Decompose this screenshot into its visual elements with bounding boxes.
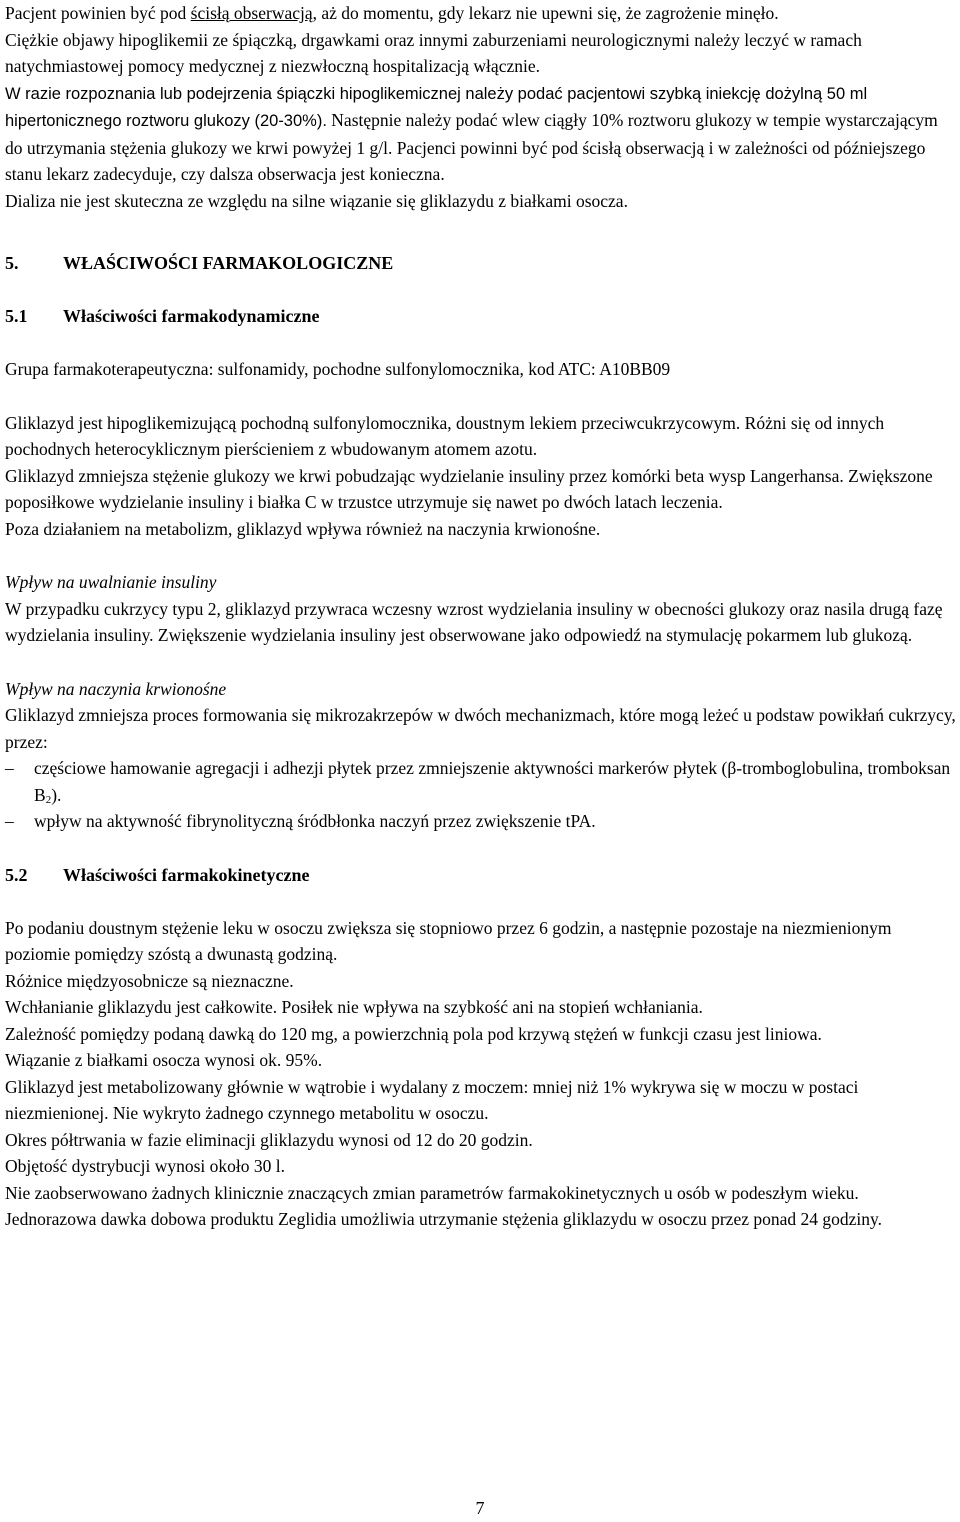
text-run: , aż do momentu, gdy lekarz nie upewni się, że zagrożenie minęło. [312,3,779,23]
pk-paragraph-6: Gliklazyd jest metabolizowany głównie w wątrobie i wydalany z moczem: mniej niż 1% wykrywa się w moczu w postaci niezmienionej. Nie wykryto żadnego czynnego metabolitu w osoczu. [5,1076,859,1123]
underlined-text: ścisłą obserwacją [190,3,313,23]
section-title: Właściwości farmakokinetyczne [63,864,310,885]
pd-paragraph-1: Gliklazyd jest hipoglikemizującą pochodną sulfonylomocznika, doustnym lekiem przeciwcukrzycowym. Różni się od innych pochodnych heterocyklicznym pierścieniem z wbudowanym atomem azotu. [5,412,885,459]
text-run: Pacjent powinien być pod [5,3,191,23]
intro-paragraph-2: Ciężkie objawy hipoglikemii ze śpiączką, drgawkami oraz innymi zaburzeniami neurologicznymi należy leczyć w ramach natychmiastowej pomocy medycznej z niezwłoczną hospitalizacją włącznie. [5,29,862,76]
section-title: Właściwości farmakodynamiczne [63,306,320,326]
pharmacotherapeutic-group: Grupa farmakoterapeutyczna: sulfonamidy, pochodne sulfonylomocznika, kod ATC: A10BB09 [5,359,671,379]
pk-paragraph-8: Objętość dystrybucji wynosi około 30 l. [5,1156,285,1176]
vessels-paragraph: Gliklazyd zmniejsza proces formowania się mikrozakrzepów w dwóch mechanizmach, które mogą leżeć u podstaw powikłań cukrzycy, przez: [5,705,956,752]
list-item-text: wpływ na aktywność fibrynolityczną śródbłonka naczyń przez zwiększenie tPA. [34,811,596,831]
pk-paragraph-9: Nie zaobserwowano żadnych klinicznie znaczących zmian parametrów farmakokinetycznych u osób w podeszłym wieku. [5,1182,859,1203]
subscript: 2 [45,793,52,806]
pk-paragraph-2: Różnice międzyosobnicze są nieznaczne. [5,970,294,991]
sans-text-run: W razie rozpoznania lub podejrzenia śpiączki hipoglikemicznej należy podać pacjentowi szybką iniekcję dożylną 50 ml hipertonicznego roztworu glukozy (20-30%). [5,84,868,130]
pd-paragraph-2: Gliklazyd zmniejsza stężenie glukozy we krwi pobudzając wydzielanie insuliny przez komórki beta wysp Langerhansa. Zwiększone poposiłkowe wydzielanie insuliny i białka C w trzustce utrzymuje się nawet po dwóch latach leczenia. [5,465,933,512]
section-5-heading [5,250,957,276]
pk-paragraph-5: Wiązanie z białkami osocza wynosi ok. 95%. [5,1050,323,1070]
intro-paragraph-3 [5,80,957,188]
pk-paragraph-7: Okres półtrwania w fazie eliminacji gliklazydu wynosi od 12 do 20 godzin. [5,1129,533,1150]
list-item [5,755,957,808]
list-item-text: częściowe hamowanie agregacji i adhezji płytek przez zmniejszenie aktywności markerów płytek (β-tromboglobulina, tromboksan B [34,758,951,805]
text-run: Następnie należy podać wlew ciągły 10% roztworu glukozy w tempie wystarczającym do utrzymania stężenia glukozy we krwi powyżej 1 g/l. Pacjenci powinni być pod ścisłą obserwacją i w zależności od późniejszego stanu lekarz zadecyduje, czy dalsza obserwacja jest konieczna. [5,110,938,184]
section-number: 5.2 [5,864,28,885]
pk-paragraph-10: Jednorazowa dawka dobowa produktu Zeglidia umożliwia utrzymanie stężenia gliklazydu w osoczu przez ponad 24 godziny. [5,1209,882,1229]
page-number: 7 [475,1498,485,1518]
mechanism-list [5,755,957,835]
section-5-2-heading [5,862,957,888]
vessels-subheading: Wpływ na naczynia krwionośne [5,678,227,699]
section-5-1-heading [5,303,957,329]
pd-paragraph-3: Poza działaniem na metabolizm, gliklazyd wpływa również na naczynia krwionośne. [5,518,601,539]
dash-bullet: – [5,811,14,831]
insulin-subheading: Wpływ na uwalnianie insuliny [5,572,217,592]
pk-paragraph-1: Po podaniu doustnym stężenie leku w osoczu zwiększa się stopniowo przez 6 godzin, a następnie pozostaje na niezmienionym poziomie pomiędzy szóstą a dwunastą godziną. [5,917,892,964]
document-page [5,0,957,1233]
pk-paragraph-3: Wchłanianie gliklazydu jest całkowite. Posiłek nie wpływa na szybkość ani na stopień wchłaniania. [5,997,703,1017]
intro-paragraph-4: Dializa nie jest skuteczna ze względu na silne wiązanie się gliklazydu z białkami osocza. [5,190,628,211]
list-item-text-end: ). [51,784,62,805]
list-item [5,808,957,835]
pk-paragraph-4: Zależność pomiędzy podaną dawką do 120 mg, a powierzchnią pola pod krzywą stężeń w funkcji czasu jest liniowa. [5,1023,822,1044]
intro-paragraph-1 [5,0,957,27]
dash-bullet: – [5,758,14,778]
section-title: WŁAŚCIWOŚCI FARMAKOLOGICZNE [63,253,394,273]
section-number: 5. [5,253,19,273]
section-number: 5.1 [5,306,28,326]
insulin-paragraph: W przypadku cukrzycy typu 2, gliklazyd przywraca wczesny wzrost wydzielania insuliny w obecności glukozy oraz nasila drugą fazę wydzielania insuliny. Zwiększenie wydzielania insuliny jest obserwowane jako odpowiedź na stymulację pokarmem lub glukozą. [5,598,943,645]
